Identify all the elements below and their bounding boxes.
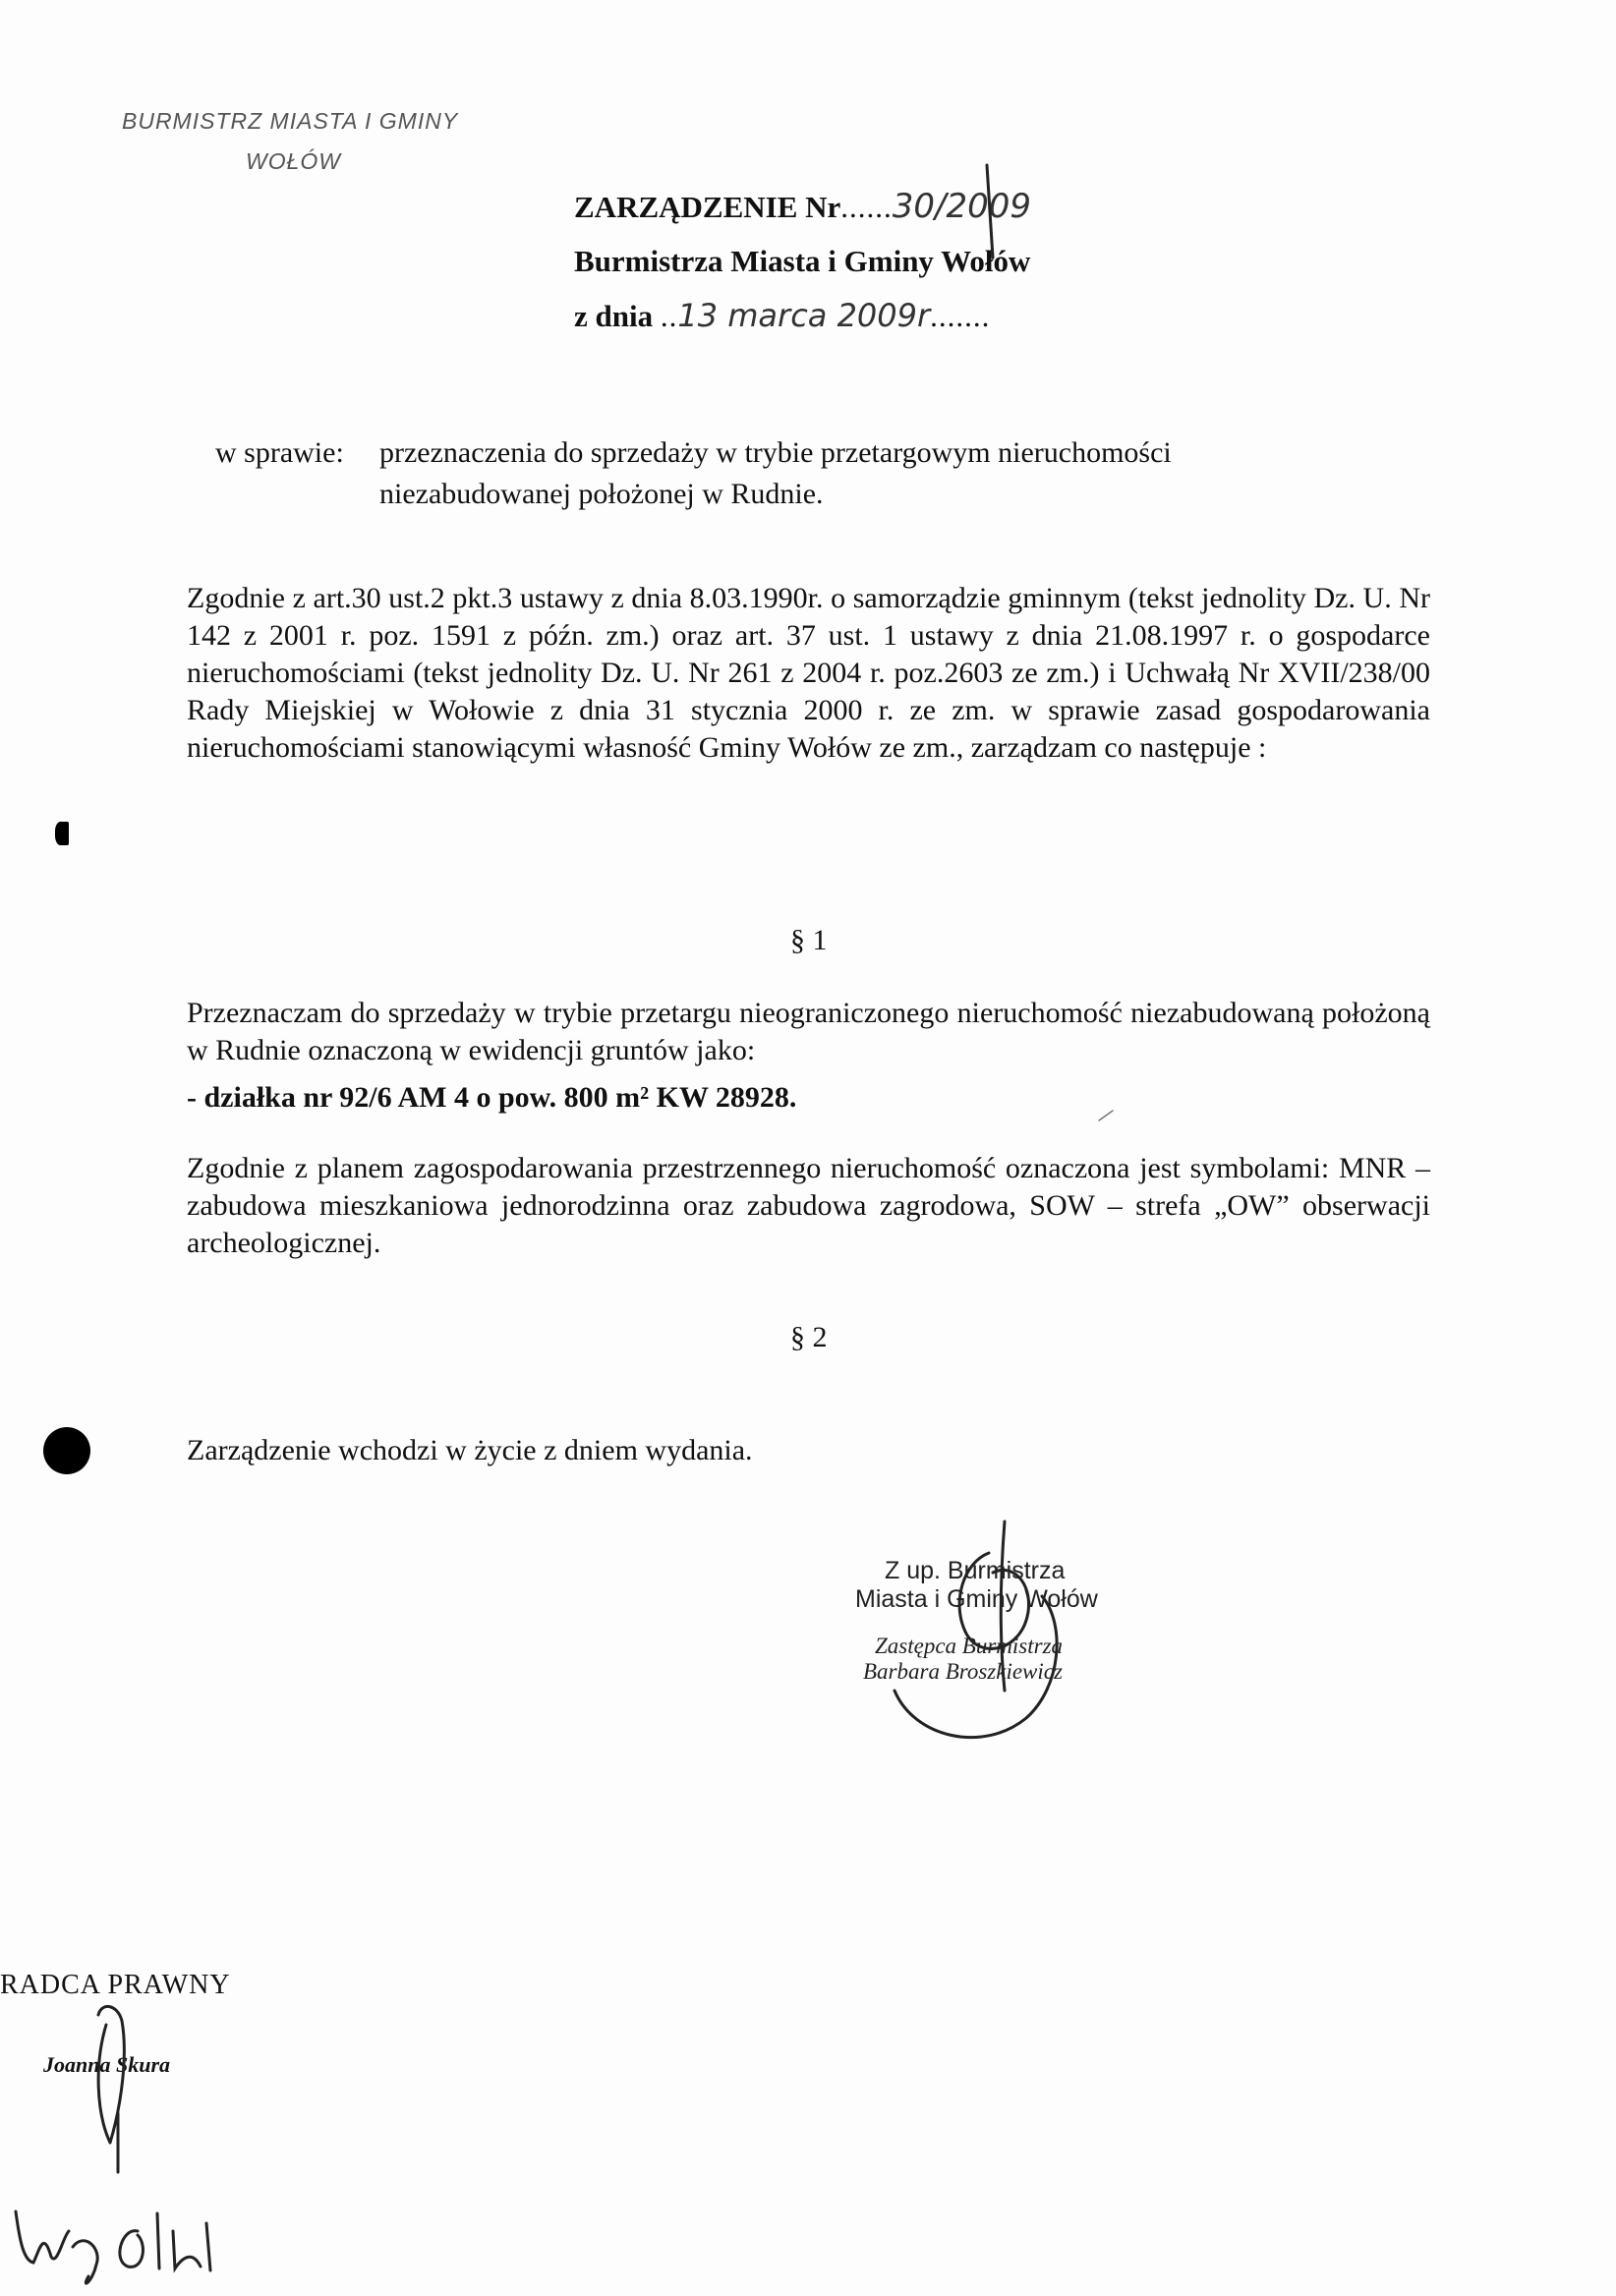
paraph-mark (1099, 1111, 1113, 1120)
section-1-text: Przeznaczam do sprzedaży w trybie przetargu nieograniczonego nieruchomość niezabudowaną położoną w Rudnie oznaczoną w ewidencji gruntów jako: (187, 997, 1430, 1066)
parcel-line: - działka nr 92/6 AM 4 o pow. 800 m² KW 28928. (187, 1081, 797, 1114)
section-1-heading: § 1 (790, 924, 828, 956)
date-label: z dnia (574, 299, 654, 333)
signature-stamp-line3: Zastępca Burmistrza (875, 1634, 1064, 1658)
header-stamp-line2: WOŁÓW (246, 148, 341, 174)
header-stamp-line1: BURMISTRZ MIASTA I GMINY (122, 108, 459, 134)
initials-signature (16, 2211, 210, 2283)
subject-text: przeznaczenia do sprzedaży w trybie przetargowym nieruchomości niezabudowanej położonej w Rudnie. (379, 436, 1172, 510)
legal-advisor-signature (98, 2006, 124, 2172)
section-2-heading: § 2 (790, 1321, 828, 1353)
section-2-text: Zarządzenie wchodzi w życie z dniem wydania. (187, 1434, 753, 1466)
signature-stamp-line1: Z up. Burmistrza (885, 1557, 1066, 1584)
legal-advisor-stamp-title: RADCA PRAWNY (0, 1970, 231, 2000)
subject-label: w sprawie: (215, 436, 344, 469)
issuer: Burmistrza Miasta i Gminy Wołów (574, 244, 1031, 278)
number-separator-stroke (987, 165, 993, 258)
deputy-mayor-signature (895, 1521, 1057, 1738)
document-date: 13 marca 2009r (677, 297, 931, 334)
signature-stamp-line2: Miasta i Gminy Wołów (855, 1585, 1098, 1613)
legal-advisor-name: Joanna Skura (43, 2052, 171, 2077)
preamble: Zgodnie z art.30 ust.2 pkt.3 ustawy z dnia 8.03.1990r. o samorządzie gminnym (tekst jednolity Dz. U. Nr 142 z 2001 r. poz. 1591 z późn. zm.) oraz art. 37 ust. 1 ustawy z dnia 21.08.1997 r. o gospodarce nieruchomościami (tekst jednolity Dz. U. Nr 261 z 2004 r. poz.2603 ze zm.) i Uchwałą Nr XVII/238/00 Rady Miejskiej w Wołowie z dnia 31 stycznia 2000 r. ze zm. w sprawie zasad gospodarowania nieruchomościami stanowiącymi własność Gminy Wołów ze zm., zarządzam co następuje : (187, 582, 1430, 764)
document-title-line: ZARZĄDZENIE Nr......30/2009 (574, 187, 1032, 226)
document-title: ZARZĄDZENIE Nr (574, 190, 841, 224)
zoning-plan-text: Zgodnie z planem zagospodarowania przestrzennego nieruchomość oznaczona jest symbolami: MNR – zabudowa mieszkaniowa jednorodzinna oraz zabudowa zagrodowa, SOW – strefa „OW” obserwacji archeologicznej. (187, 1152, 1430, 1259)
signature-stamp-line4: Barbara Broszkiewicz (863, 1659, 1063, 1684)
document-number: 30/2009 (892, 187, 1032, 226)
date-line: z dnia ..13 marca 2009r....... (574, 297, 991, 334)
